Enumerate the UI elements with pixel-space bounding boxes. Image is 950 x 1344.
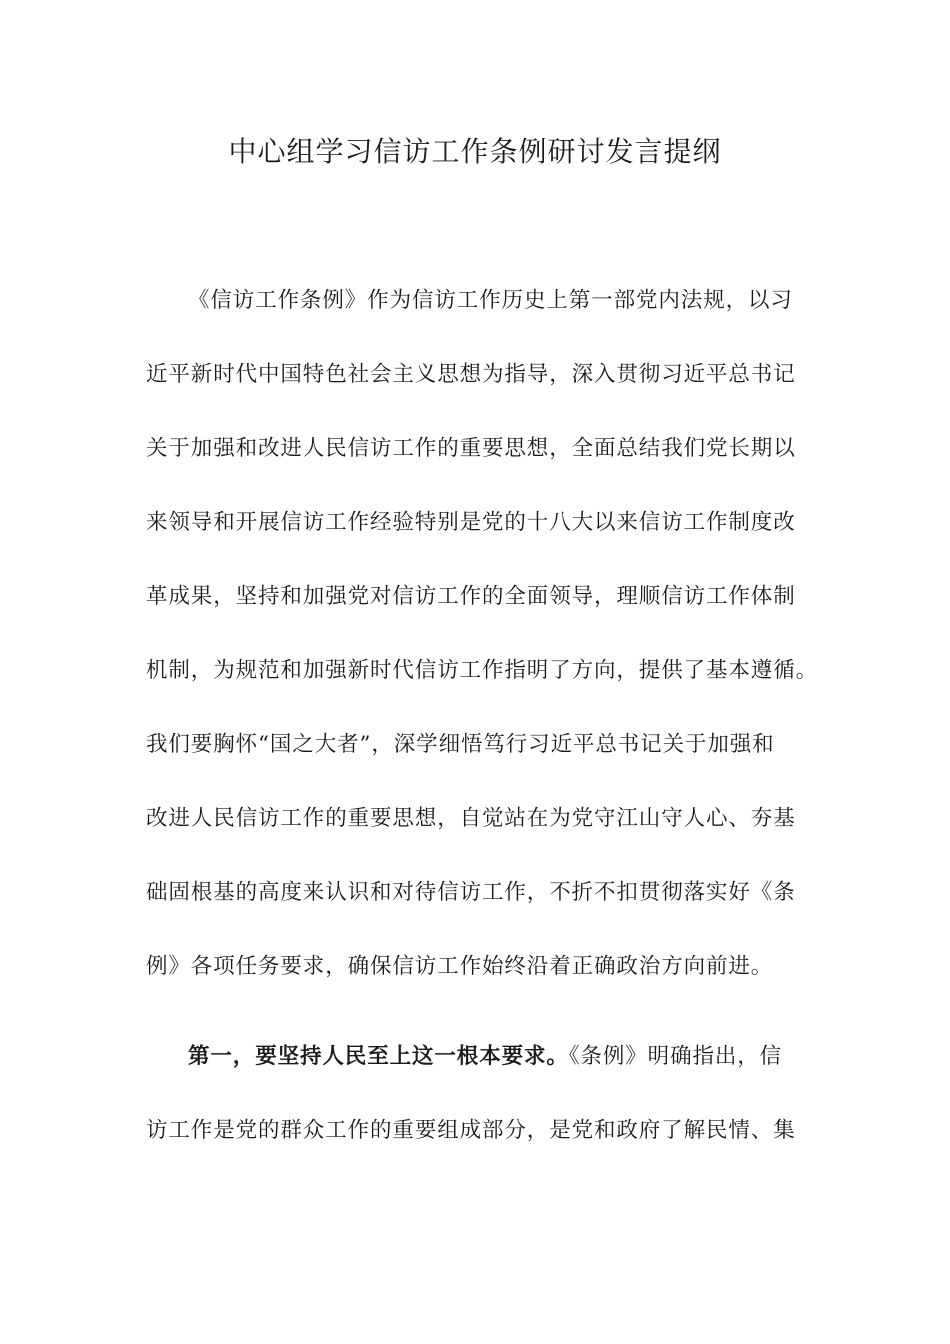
paragraph-1-line-10: 例》各项任务要求，确保信访工作始终沿着正确政治方向前进。 — [146, 954, 774, 979]
paragraph-1-line-2: 近平新时代中国特色社会主义思想为指导，深入贯彻习近平总书记 — [146, 362, 796, 387]
paragraph-1-line-7: 我们要胸怀“国之大者”，深学细悟笃行习近平总书记关于加强和 — [146, 732, 775, 757]
paragraph-2-lead-text: 《条例》明确指出，信 — [568, 1044, 783, 1069]
paragraph-2-line-2: 访工作是党的群众工作的重要组成部分，是党和政府了解民情、集 — [146, 1118, 796, 1143]
paragraph-1-line-5: 革成果，坚持和加强党对信访工作的全面领导，理顺信访工作体制 — [146, 584, 796, 609]
paragraph-1-line-3: 关于加强和改进人民信访工作的重要思想，全面总结我们党长期以 — [146, 436, 796, 461]
paragraph-2-line-1 — [188, 1037, 782, 1077]
paragraph-2-lead-heading: 第一，要坚持人民至上这一根本要求。 — [188, 1044, 569, 1069]
paragraph-1-line-6: 机制，为规范和加强新时代信访工作指明了方向，提供了基本遵循。 — [146, 658, 819, 683]
paragraph-1-line-4: 来领导和开展信访工作经验特别是党的十八大以来信访工作制度改 — [146, 510, 796, 535]
paragraph-1-line-8: 改进人民信访工作的重要思想，自觉站在为党守江山守人心、夯基 — [146, 806, 796, 831]
document-title: 中心组学习信访工作条例研讨发言提纲 — [228, 135, 722, 168]
paragraph-1-line-1: 《信访工作条例》作为信访工作历史上第一部党内法规，以习 — [188, 288, 793, 313]
paragraph-1-line-9: 础固根基的高度来认识和对待信访工作，不折不扣贯彻落实好《条 — [146, 880, 796, 905]
